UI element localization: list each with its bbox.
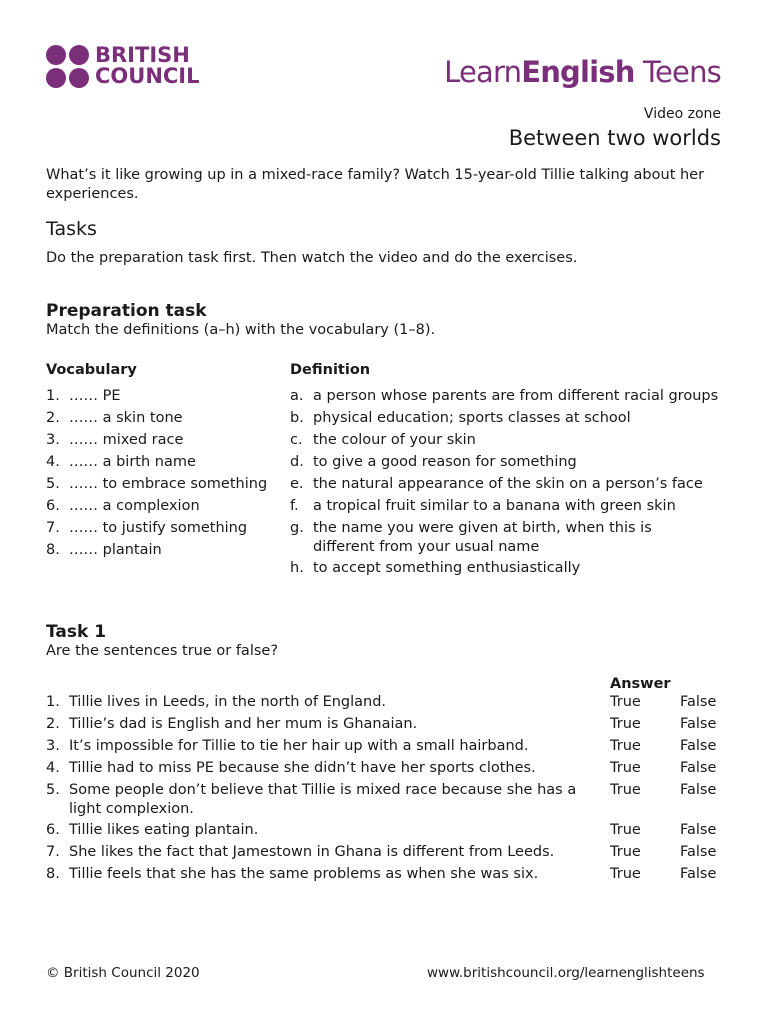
logo-line-2: COUNCIL [95,64,200,88]
list-item: 1. …… PE [46,388,121,404]
list-item: 7. …… to justify something [46,520,248,536]
false-option[interactable]: False [680,716,717,732]
false-option[interactable]: False [680,866,717,882]
footer-url[interactable]: www.britishcouncil.org/learnenglishteens [427,965,705,981]
task1-instruction: Are the sentences true or false? [46,643,279,659]
true-option[interactable]: True [610,738,641,754]
preparation-heading: Preparation task [46,301,207,321]
brand-part-learn: Learn [444,55,522,89]
true-option[interactable]: True [610,694,641,710]
false-option[interactable]: False [680,694,717,710]
list-item: d. to give a good reason for something [290,454,577,470]
vocabulary-list [46,387,267,563]
vocabulary-heading: Vocabulary [46,362,137,378]
false-option[interactable]: False [680,760,717,776]
section-label: Video zone [643,106,721,122]
true-option[interactable]: True [610,716,641,732]
brand-part-english: English [521,55,635,89]
list-item: e. the natural appearance of the skin on a person’s face [290,476,703,492]
list-item: h. to accept something enthusiastically [290,560,581,576]
list-item: 4. …… a birth name [46,454,196,470]
list-item: b. physical education; sports classes at school [290,410,631,426]
false-option[interactable]: False [680,844,717,860]
false-option[interactable]: False [680,782,717,798]
true-option[interactable]: True [610,866,641,882]
true-option[interactable]: True [610,822,641,838]
tasks-heading: Tasks [46,218,97,240]
intro-text: What’s it like growing up in a mixed-race family? Watch 15-year-old Tillie talking about her experiences. [46,167,705,202]
learnenglish-teens-logo [444,55,721,89]
definition-list [290,387,730,581]
true-option[interactable]: True [610,844,641,860]
list-item: g. the name you were given at birth, when this is different from your usual name [290,520,652,555]
definition-heading: Definition [290,362,371,378]
list-item: 2. …… a skin tone [46,410,183,426]
preparation-instruction: Match the definitions (a–h) with the vocabulary (1–8). [46,322,436,338]
list-item: 8. …… plantain [46,542,162,558]
answer-heading: Answer [610,676,671,692]
false-option[interactable]: False [680,738,717,754]
list-item: c. the colour of your skin [290,432,476,448]
list-item: f. a tropical fruit similar to a banana with green skin [290,498,676,514]
tasks-instruction: Do the preparation task first. Then watch the video and do the exercises. [46,250,578,266]
logo-line-1: BRITISH [95,43,190,67]
true-option[interactable]: True [610,782,641,798]
list-item: 5. …… to embrace something [46,476,268,492]
list-item: 3. …… mixed race [46,432,184,448]
true-option[interactable]: True [610,760,641,776]
footer-copyright: © British Council 2020 [46,965,200,981]
list-item: a. a person whose parents are from different racial groups [290,388,719,404]
list-item: 6. …… a complexion [46,498,200,514]
brand-part-teens: Teens [634,55,721,89]
page-title: Between two worlds [508,126,721,150]
british-council-logo [46,43,200,89]
false-option[interactable]: False [680,822,717,838]
task1-heading: Task 1 [46,622,107,642]
logo-dots-icon [46,45,89,88]
